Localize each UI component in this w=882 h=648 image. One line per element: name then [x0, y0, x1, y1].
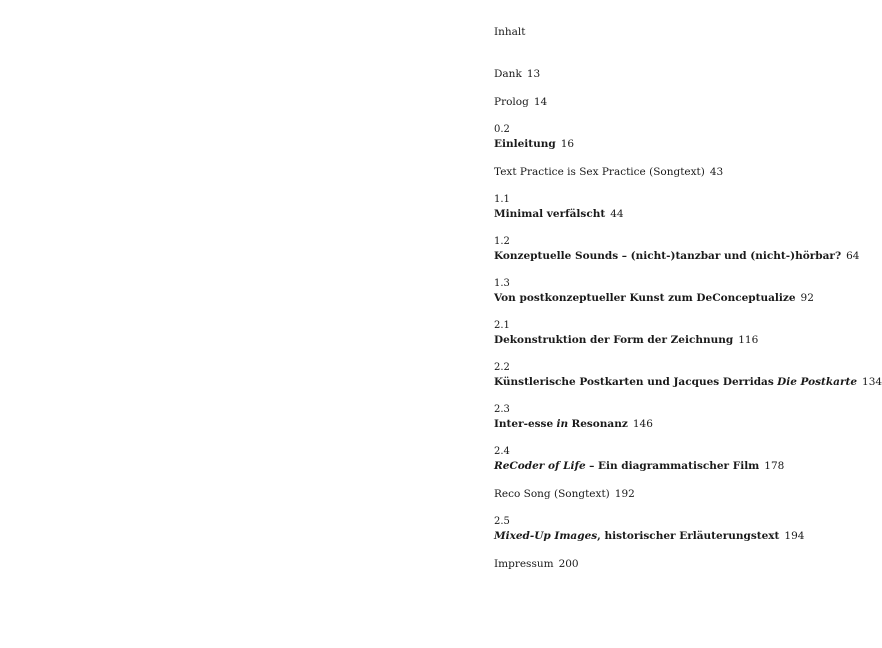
entry-page-number: 16: [560, 138, 575, 150]
chapter-number: 1.3: [494, 278, 510, 289]
entry-title: Impressum: [494, 558, 554, 570]
toc-entry-minimal: [494, 193, 854, 221]
entry-title-line: [494, 375, 882, 389]
entry-title: – Ein diagrammatischer Film: [589, 460, 760, 472]
toc-entry-interesse: [494, 403, 854, 431]
chapter-number: 2.2: [494, 362, 510, 373]
entry-page-number: 116: [738, 334, 759, 346]
entry-title: Einleitung: [494, 138, 556, 150]
entry-title-italic: Mixed-Up Images: [494, 530, 598, 542]
entry-title: Von postkonzeptueller Kunst zum DeConceptualize: [494, 292, 796, 304]
chapter-number: 2.5: [494, 516, 510, 527]
toc-entry-recoder: [494, 445, 854, 473]
entry-page-number: 146: [632, 418, 653, 430]
entry-title: Konzeptuelle Sounds – (nicht-)tanzbar und (nicht-)hörbar?: [494, 250, 842, 262]
toc-entry-sounds: [494, 235, 860, 263]
toc-entry-impressum: [494, 557, 854, 571]
entry-page-number: 92: [800, 292, 814, 304]
chapter-number: 2.1: [494, 320, 510, 331]
entry-title-line: [494, 207, 854, 221]
entry-title-italic: in: [556, 418, 569, 430]
entry-title: Text Practice is Sex Practice (Songtext): [494, 166, 705, 178]
entry-title-line: [494, 67, 854, 81]
entry-page-number: 44: [610, 208, 624, 220]
toc-entry-einleitung: [494, 123, 854, 151]
entry-title-line: [494, 165, 854, 179]
toc-entry-dank: [494, 67, 854, 81]
entry-title-end: Resonanz: [571, 418, 628, 430]
entry-title: , historischer Erläuterungstext: [597, 530, 780, 542]
toc-entry-dekonstruktion: [494, 319, 854, 347]
chapter-number: 1.2: [494, 236, 510, 247]
entry-title: Prolog: [494, 96, 529, 108]
entry-title-line: [494, 137, 854, 151]
entry-page-number: 14: [533, 96, 548, 108]
entry-title: Inter-esse: [494, 418, 554, 430]
toc-entry-recosong: [494, 487, 854, 501]
entry-page-number: 192: [614, 488, 635, 500]
entry-page-number: 13: [526, 68, 541, 80]
toc-entry-postkarten: [494, 361, 882, 389]
entry-title-line: [494, 249, 860, 263]
chapter-number: 0.2: [494, 124, 510, 135]
entry-page-number: 200: [558, 558, 579, 570]
entry-title-line: [494, 529, 854, 543]
entry-title-line: [494, 417, 854, 431]
entry-page-number: 43: [709, 166, 724, 178]
entry-title: Dekonstruktion der Form der Zeichnung: [494, 334, 734, 346]
chapter-number: 2.4: [494, 446, 510, 457]
entry-title-line: [494, 459, 854, 473]
entry-title: Künstlerische Postkarten und Jacques Derridas: [494, 376, 774, 388]
toc-entry-postkonzept: [494, 277, 854, 305]
entry-title-line: [494, 291, 854, 305]
entry-page-number: 194: [784, 530, 805, 542]
entry-title-line: [494, 95, 854, 109]
toc-heading: Inhalt: [494, 26, 526, 38]
entry-title: Dank: [494, 68, 522, 80]
toc-entry-mixedup: [494, 515, 854, 543]
entry-title-line: [494, 557, 854, 571]
chapter-number: 1.1: [494, 194, 510, 205]
entry-title-italic: Die Postkarte: [777, 376, 858, 388]
chapter-number: 2.3: [494, 404, 510, 415]
entry-page-number: 64: [846, 250, 860, 262]
table-of-contents: [494, 25, 882, 585]
entry-title: Reco Song (Songtext): [494, 488, 610, 500]
entry-title: Minimal verfälscht: [494, 208, 606, 220]
entry-page-number: 178: [764, 460, 785, 472]
entry-page-number: 134: [862, 376, 882, 388]
toc-entry-prolog: [494, 95, 854, 109]
entry-title-line: [494, 487, 854, 501]
entry-title-italic: ReCoder of Life: [494, 460, 586, 472]
entry-title-line: [494, 333, 854, 347]
toc-entry-songtext: [494, 165, 854, 179]
